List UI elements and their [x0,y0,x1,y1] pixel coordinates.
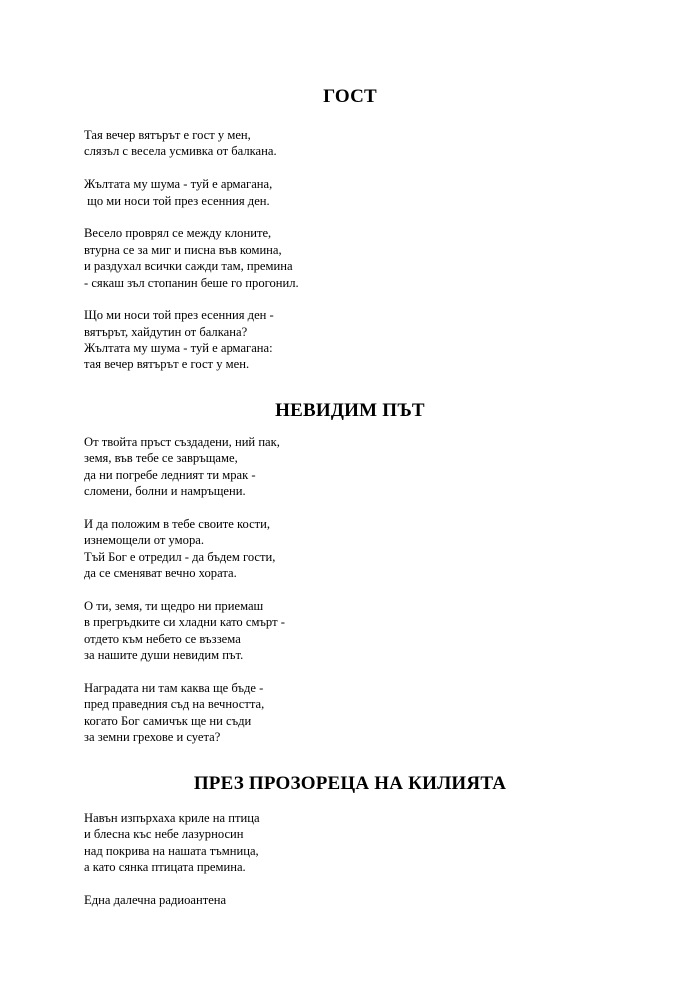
verse-line: втурна се за миг и писна във комина, [84,242,282,257]
poem-prez-prozoreca [0,773,700,908]
verse-line: да се сменяват вечно хората. [84,566,237,581]
verse-line: за нашите души невидим път. [84,648,244,663]
verse-line: вятърът, хайдутин от балкана? [84,324,248,339]
verse-line: изнемощели от умора. [84,533,204,548]
verse-line: сломени, болни и намръщени. [84,484,246,499]
verse-line: - сякаш зъл стопанин беше го прогонил. [84,275,299,290]
verse-line: в прегръдките си хладни като смърт - [84,615,285,630]
verse-line: да ни погребе ледният ти мрак - [84,467,256,482]
verse-line: слязъл с весела усмивка от балкана. [84,144,277,159]
verse-line: Наградата ни там каква ще бъде - [84,680,264,695]
stanza [84,810,700,876]
verse-line: пред праведния съд на вечността, [84,697,265,712]
stanza [84,516,700,582]
verse-line: над покрива на нашата тъмница, [84,843,259,858]
stanza [84,680,700,746]
verse-line: Една далечна радиоантена [84,892,227,907]
verse-line: О ти, земя, ти щедро ни приемаш [84,598,264,613]
verse-line: земя, във тебе се завръщаме, [84,451,238,466]
stanza [84,598,700,664]
verse-line: От твойта пръст създадени, ний пак, [84,435,280,449]
verse-line: за земни грехове и суета? [84,730,221,745]
stanza [84,892,700,908]
verse-line: Весело проврял се между клоните, [84,226,272,241]
verse-line: Жълтата му шума - туй е армагана, [84,177,273,192]
poem-title: НЕВИДИМ ПЪТ [275,400,425,421]
verse-line: отдето към небето се възземa [84,631,241,646]
stanza [84,127,700,160]
verse-line: И да положим в тебе своите кости, [84,516,271,531]
verse-line: и блесна къс небе лазурносин [84,827,244,842]
verse-line: а като сянка птицата премина. [84,860,246,875]
stanza [84,225,700,291]
stanza [84,176,700,209]
verse-line: Навън изпърхаха криле на птица [84,811,260,825]
stanza [84,307,700,373]
verse-line: Тая вечер вятърът е гост у мен, [84,128,251,142]
poem-title: ПРЕЗ ПРОЗОРЕЦА НА КИЛИЯТА [193,773,507,794]
verse-line: тая вечер вятърът е гост у мен. [84,357,250,372]
poem-gost [0,86,700,373]
verse-line: Жълтата му шума - туй е армагана: [84,341,273,356]
stanza [84,434,700,500]
verse-line: Тъй Бог е отредил - да бъдем гости, [84,549,276,564]
poem-nevidim-pat [0,400,700,745]
verse-line: Що ми носи той през есенния ден - [84,308,274,323]
poem-title: ГОСТ [323,86,377,107]
verse-line: що ми носи той през есенния ден. [84,193,270,208]
verse-line: когато Бог самичък ще ни съди [84,713,252,728]
verse-line: и раздухал всички сажди там, премина [84,259,293,274]
